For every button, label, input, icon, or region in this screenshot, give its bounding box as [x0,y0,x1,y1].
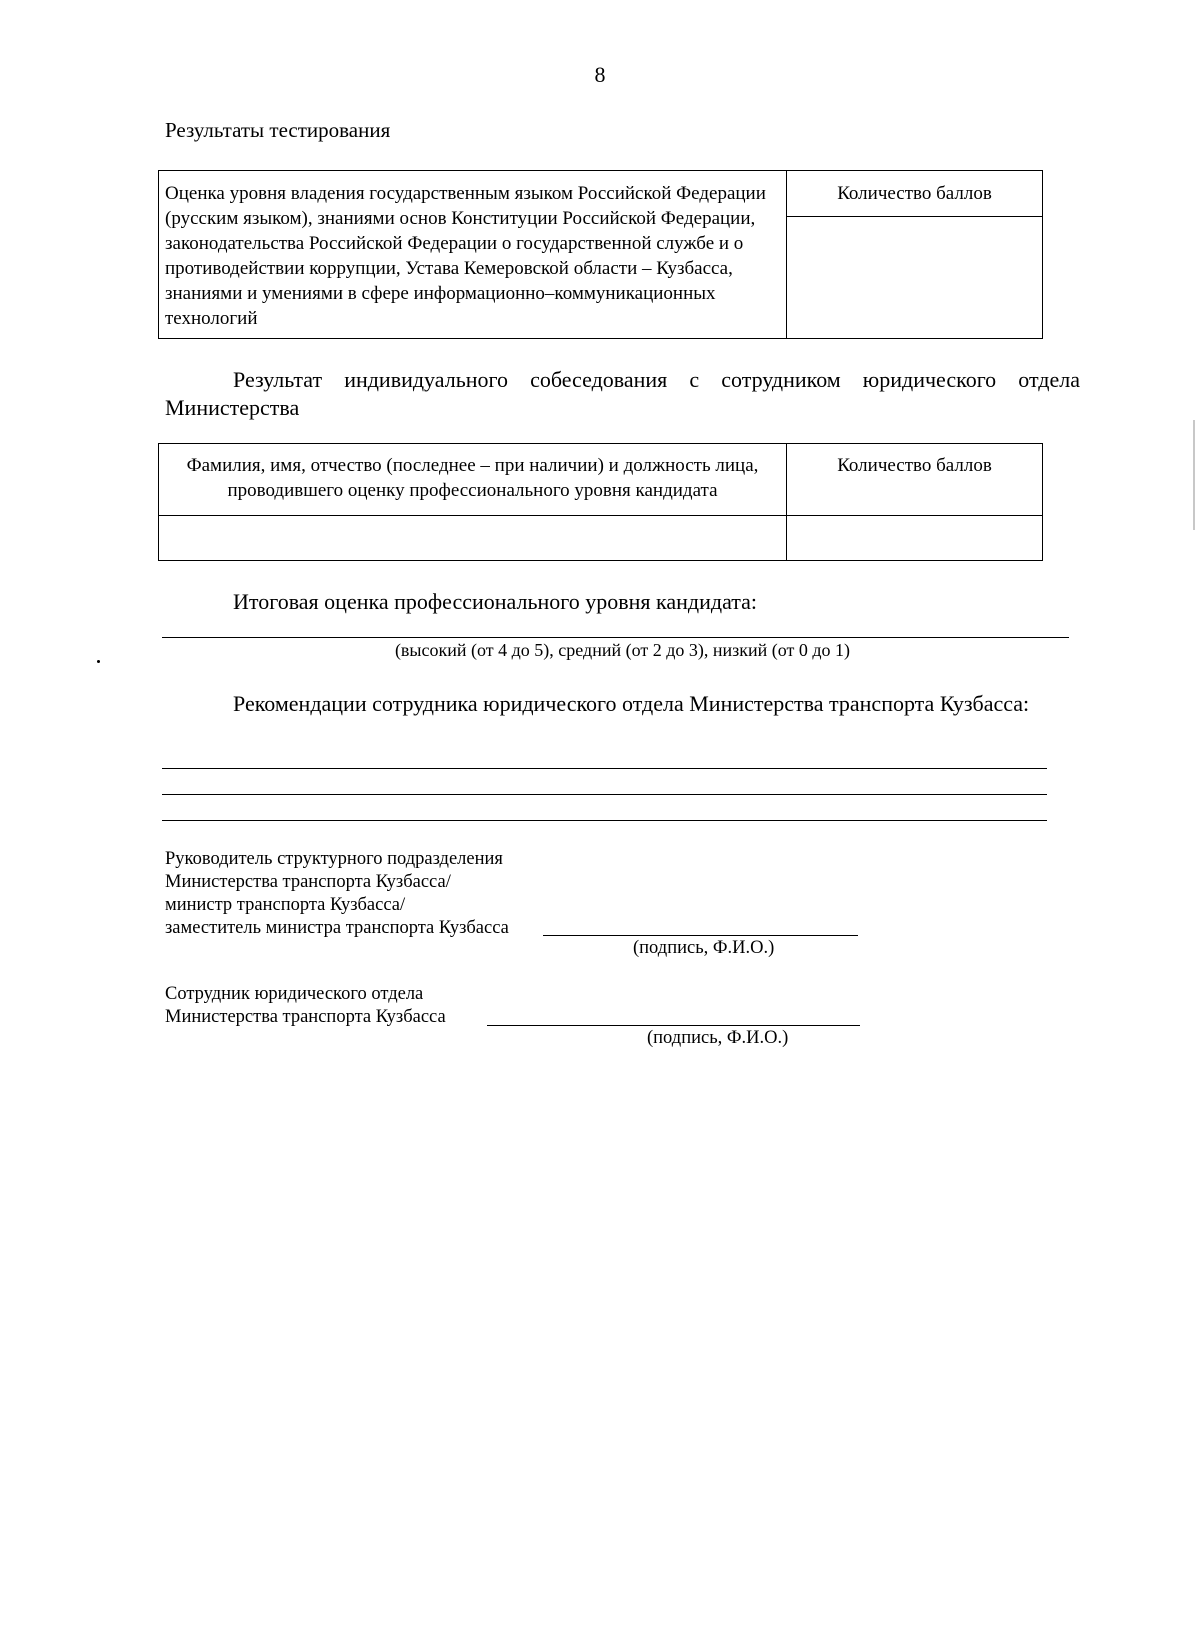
assessment-description: Оценка уровня владения государственным языком Российской Федерации (русским языком), знаниями основ Конституции Российской Федерации, законодательства Российской Федерации о государственной службе и о противодействии коррупции, Устава Кемеровской области – Кузбасса, знаниями и умениями в сфере информационно–коммуникационных технологий [159,171,787,339]
scan-edge-mark [1193,420,1195,530]
head-title-line-3: министр транспорта Кузбасса/ [165,895,406,915]
testing-score-field[interactable] [787,217,1043,339]
head-signature-line[interactable] [543,935,858,936]
head-signature-block [165,848,509,940]
recommendations-line-1[interactable] [162,768,1047,769]
interview-result-title: Результат индивидуального собеседования с сотрудником юридического отдела Министерства [165,367,1080,420]
head-title-line-1: Руководитель структурного подразделения [165,849,503,869]
testing-score-header: Количество баллов [787,171,1043,217]
recommendations-line-2[interactable] [162,794,1047,795]
page-number: 8 [594,62,606,87]
legal-signature-caption: (подпись, Ф.И.О.) [647,1028,789,1048]
legal-signature-block [165,983,446,1029]
interview-score-header: Количество баллов [787,444,1043,516]
legal-title-line-1: Сотрудник юридического отдела [165,984,424,1004]
testing-results-title: Результаты тестирования [165,118,391,142]
interview-results-table [158,443,1043,561]
head-title-line-4: заместитель министра транспорта Кузбасса [165,918,509,938]
interview-score-field[interactable] [787,516,1043,561]
head-signature-caption: (подпись, Ф.И.О.) [633,938,775,958]
final-assessment-hint: (высокий (от 4 до 5), средний (от 2 до 3), низкий (от 0 до 1) [394,640,851,660]
assessor-name-header: Фамилия, имя, отчество (последнее – при наличии) и должность лица, проводившего оценку профессионального уровня кандидата [159,444,787,516]
testing-results-table [158,170,1043,339]
final-assessment-line[interactable] [162,637,1069,638]
legal-title-line-2: Министерства транспорта Кузбасса [165,1007,446,1027]
final-assessment-label: Итоговая оценка профессионального уровня кандидата: [233,589,758,614]
legal-signature-line[interactable] [487,1025,860,1026]
recommendations-label: Рекомендации сотрудника юридического отдела Министерства транспорта Кузбасса: [233,691,1030,716]
recommendations-line-3[interactable] [162,820,1047,821]
scan-speck [97,660,100,663]
assessor-name-field[interactable] [159,516,787,561]
head-title-line-2: Министерства транспорта Кузбасса/ [165,872,451,892]
